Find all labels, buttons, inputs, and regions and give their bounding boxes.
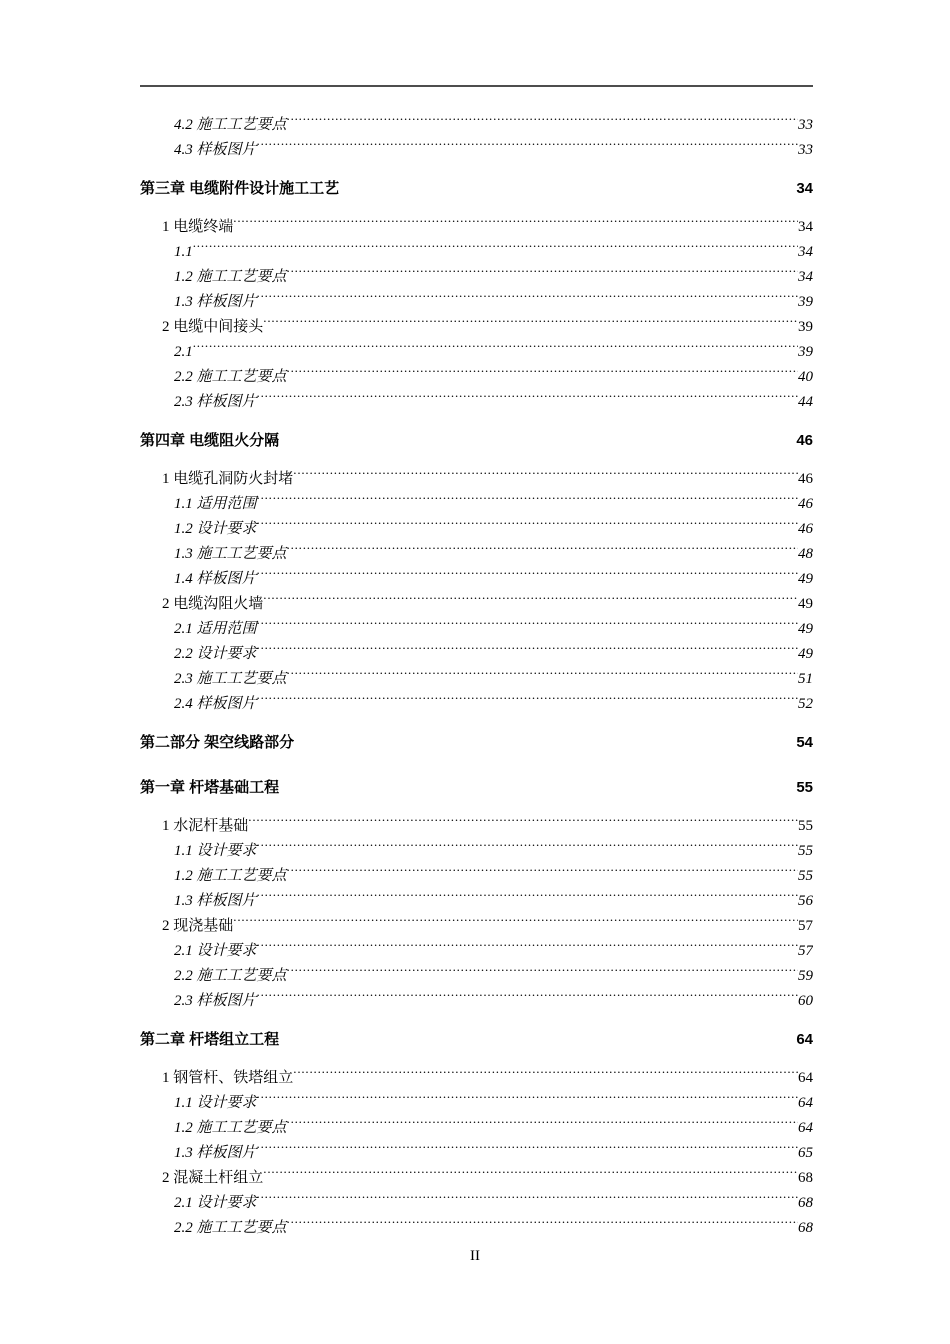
toc-entry[interactable] xyxy=(174,692,813,717)
table-of-contents xyxy=(140,113,813,1241)
toc-entry-page-number: 39 xyxy=(798,294,813,310)
toc-dot-leader xyxy=(287,965,798,980)
toc-entry-page-number: 33 xyxy=(798,117,813,133)
toc-entry-page-number: 68 xyxy=(798,1220,813,1236)
toc-dot-leader xyxy=(257,618,798,633)
toc-entry[interactable] xyxy=(174,265,813,290)
toc-entry-page-number: 49 xyxy=(798,596,813,612)
toc-entry[interactable] xyxy=(174,667,813,692)
toc-dot-leader xyxy=(293,1067,798,1082)
toc-entry-label: 2.4 样板图片 xyxy=(174,696,257,712)
toc-entry-page-number: 56 xyxy=(798,893,813,909)
toc-entry[interactable] xyxy=(162,467,813,492)
toc-entry-page-number: 68 xyxy=(798,1195,813,1211)
toc-entry-page-number: 51 xyxy=(798,671,813,687)
toc-entry-page-number: 44 xyxy=(798,394,813,410)
toc-dot-leader xyxy=(263,593,798,608)
toc-dot-leader xyxy=(279,1029,796,1044)
toc-entry-label: 1.3 样板图片 xyxy=(174,294,257,310)
toc-entry-page-number: 33 xyxy=(798,142,813,158)
toc-entry-label: 1.1 适用范围 xyxy=(174,496,257,512)
toc-dot-leader xyxy=(279,430,796,445)
toc-entry-page-number: 34 xyxy=(796,180,813,197)
toc-dot-leader xyxy=(257,890,798,905)
toc-dot-leader xyxy=(257,1192,798,1207)
toc-entry-label: 2.3 施工工艺要点 xyxy=(174,671,287,687)
toc-entry[interactable] xyxy=(174,138,813,163)
toc-entry[interactable] xyxy=(174,542,813,567)
toc-entry-label: 2.3 样板图片 xyxy=(174,394,257,410)
toc-entry-page-number: 49 xyxy=(798,621,813,637)
footer-page-number: II xyxy=(470,1248,480,1264)
toc-dot-leader xyxy=(257,291,798,306)
toc-entry[interactable] xyxy=(174,567,813,592)
toc-entry[interactable] xyxy=(162,215,813,240)
toc-entry[interactable] xyxy=(174,617,813,642)
toc-entry[interactable] xyxy=(174,939,813,964)
toc-entry-label: 1.2 施工工艺要点 xyxy=(174,1120,287,1136)
toc-entry-label: 1 水泥杆基础 xyxy=(162,818,249,834)
toc-entry-page-number: 64 xyxy=(796,1031,813,1048)
toc-entry-label: 1.3 样板图片 xyxy=(174,1145,257,1161)
toc-entry-page-number: 34 xyxy=(798,244,813,260)
toc-entry[interactable] xyxy=(174,340,813,365)
toc-entry-label: 2 混凝土杆组立 xyxy=(162,1170,264,1186)
toc-dot-leader xyxy=(233,915,798,930)
toc-entry-page-number: 34 xyxy=(798,269,813,285)
toc-entry-label: 2.2 施工工艺要点 xyxy=(174,968,287,984)
toc-dot-leader xyxy=(257,990,798,1005)
toc-dot-leader xyxy=(287,114,798,129)
toc-dot-leader xyxy=(257,139,798,154)
toc-entry-page-number: 48 xyxy=(798,546,813,562)
toc-dot-leader xyxy=(287,366,798,381)
toc-entry[interactable] xyxy=(140,1021,813,1059)
toc-entry-page-number: 39 xyxy=(798,344,813,360)
toc-entry-label: 4.2 施工工艺要点 xyxy=(174,117,287,133)
toc-entry-page-number: 46 xyxy=(798,521,813,537)
toc-entry-label: 1.2 施工工艺要点 xyxy=(174,868,287,884)
toc-entry-label: 2.1 xyxy=(174,344,193,360)
toc-entry[interactable] xyxy=(174,365,813,390)
toc-entry-page-number: 55 xyxy=(798,818,813,834)
toc-entry-label: 2.1 设计要求 xyxy=(174,1195,257,1211)
toc-entry-label: 2.3 样板图片 xyxy=(174,993,257,1009)
toc-entry[interactable] xyxy=(174,1091,813,1116)
toc-dot-leader xyxy=(257,493,798,508)
toc-entry-page-number: 46 xyxy=(798,471,813,487)
toc-dot-leader xyxy=(193,241,798,256)
toc-entry-page-number: 39 xyxy=(798,319,813,335)
toc-entry[interactable] xyxy=(140,422,813,460)
toc-entry[interactable] xyxy=(174,989,813,1014)
toc-dot-leader xyxy=(257,643,798,658)
toc-dot-leader xyxy=(193,341,798,356)
toc-entry-label: 1.3 样板图片 xyxy=(174,893,257,909)
toc-entry-label: 1 钢管杆、铁塔组立 xyxy=(162,1070,294,1086)
toc-dot-leader xyxy=(294,732,796,747)
toc-entry[interactable] xyxy=(174,390,813,415)
toc-entry[interactable] xyxy=(174,864,813,889)
toc-dot-leader xyxy=(279,777,796,792)
toc-dot-leader xyxy=(257,840,798,855)
toc-entry[interactable] xyxy=(174,517,813,542)
toc-entry-page-number: 57 xyxy=(798,943,813,959)
toc-dot-leader xyxy=(257,940,798,955)
toc-entry-label: 2 电缆中间接头 xyxy=(162,319,264,335)
toc-entry[interactable] xyxy=(174,889,813,914)
toc-dot-leader xyxy=(287,865,798,880)
toc-dot-leader xyxy=(257,1092,798,1107)
toc-entry[interactable] xyxy=(174,113,813,138)
toc-entry-page-number: 55 xyxy=(796,779,813,796)
toc-entry[interactable] xyxy=(162,1166,813,1191)
toc-dot-leader xyxy=(257,1142,798,1157)
toc-entry-label: 2 现浇基础 xyxy=(162,918,234,934)
toc-entry-label: 1 电缆终端 xyxy=(162,219,234,235)
toc-entry-page-number: 52 xyxy=(798,696,813,712)
toc-entry[interactable] xyxy=(140,170,813,208)
toc-entry[interactable] xyxy=(174,492,813,517)
toc-entry-label: 2 电缆沟阻火墙 xyxy=(162,596,264,612)
toc-entry-label: 1.1 xyxy=(174,244,193,260)
toc-dot-leader xyxy=(287,266,798,281)
toc-entry-page-number: 65 xyxy=(798,1145,813,1161)
toc-dot-leader xyxy=(339,178,796,193)
toc-entry-page-number: 46 xyxy=(798,496,813,512)
toc-dot-leader xyxy=(257,518,798,533)
toc-entry-label: 1.2 施工工艺要点 xyxy=(174,269,287,285)
toc-entry-label: 1.2 设计要求 xyxy=(174,521,257,537)
toc-entry-label: 2.1 适用范围 xyxy=(174,621,257,637)
toc-dot-leader xyxy=(293,468,798,483)
toc-dot-leader xyxy=(248,815,798,830)
toc-entry[interactable] xyxy=(174,290,813,315)
toc-entry-label: 第一章 杆塔基础工程 xyxy=(140,779,280,796)
toc-entry-label: 1.1 设计要求 xyxy=(174,1095,257,1111)
toc-entry-page-number: 68 xyxy=(798,1170,813,1186)
toc-entry-page-number: 64 xyxy=(798,1070,813,1086)
toc-dot-leader xyxy=(257,568,798,583)
toc-entry-page-number: 49 xyxy=(798,571,813,587)
toc-entry-label: 第三章 电缆附件设计施工工艺 xyxy=(140,180,340,197)
toc-entry-label: 第二部分 架空线路部分 xyxy=(140,734,295,751)
toc-entry[interactable] xyxy=(174,1116,813,1141)
toc-entry-label: 1 电缆孔洞防火封堵 xyxy=(162,471,294,487)
toc-entry-page-number: 64 xyxy=(798,1120,813,1136)
toc-entry[interactable] xyxy=(174,964,813,989)
toc-entry-page-number: 54 xyxy=(796,734,813,751)
toc-entry-page-number: 64 xyxy=(798,1095,813,1111)
toc-entry-label: 第二章 杆塔组立工程 xyxy=(140,1031,280,1048)
toc-entry-page-number: 34 xyxy=(798,219,813,235)
toc-dot-leader xyxy=(263,316,798,331)
toc-dot-leader xyxy=(287,543,798,558)
toc-entry-label: 2.1 设计要求 xyxy=(174,943,257,959)
toc-entry-label: 4.3 样板图片 xyxy=(174,142,257,158)
toc-entry[interactable] xyxy=(162,315,813,340)
toc-entry[interactable] xyxy=(162,1066,813,1091)
toc-entry[interactable] xyxy=(162,814,813,839)
toc-entry-label: 第四章 电缆阻火分隔 xyxy=(140,432,280,449)
toc-entry-page-number: 46 xyxy=(796,432,813,449)
toc-dot-leader xyxy=(287,668,798,683)
toc-entry[interactable] xyxy=(174,1141,813,1166)
toc-entry-page-number: 60 xyxy=(798,993,813,1009)
toc-entry[interactable] xyxy=(174,240,813,265)
toc-dot-leader xyxy=(233,216,798,231)
toc-entry-label: 2.2 施工工艺要点 xyxy=(174,1220,287,1236)
toc-entry[interactable] xyxy=(174,1216,813,1241)
toc-entry-label: 2.2 施工工艺要点 xyxy=(174,369,287,385)
header-rule xyxy=(140,85,813,87)
toc-dot-leader xyxy=(257,391,798,406)
toc-entry-label: 2.2 设计要求 xyxy=(174,646,257,662)
toc-entry-page-number: 57 xyxy=(798,918,813,934)
toc-entry[interactable] xyxy=(174,1191,813,1216)
toc-entry[interactable] xyxy=(140,769,813,807)
toc-entry[interactable] xyxy=(174,642,813,667)
toc-entry[interactable] xyxy=(162,914,813,939)
toc-dot-leader xyxy=(287,1217,798,1232)
toc-dot-leader xyxy=(257,693,798,708)
toc-entry-page-number: 55 xyxy=(798,843,813,859)
toc-entry[interactable] xyxy=(162,592,813,617)
toc-entry[interactable] xyxy=(140,724,813,762)
toc-entry-page-number: 49 xyxy=(798,646,813,662)
toc-entry-page-number: 55 xyxy=(798,868,813,884)
toc-entry-label: 1.4 样板图片 xyxy=(174,571,257,587)
toc-entry-label: 1.3 施工工艺要点 xyxy=(174,546,287,562)
toc-dot-leader xyxy=(263,1167,798,1182)
toc-entry-label: 1.1 设计要求 xyxy=(174,843,257,859)
toc-entry[interactable] xyxy=(174,839,813,864)
toc-dot-leader xyxy=(287,1117,798,1132)
toc-entry-page-number: 40 xyxy=(798,369,813,385)
toc-entry-page-number: 59 xyxy=(798,968,813,984)
